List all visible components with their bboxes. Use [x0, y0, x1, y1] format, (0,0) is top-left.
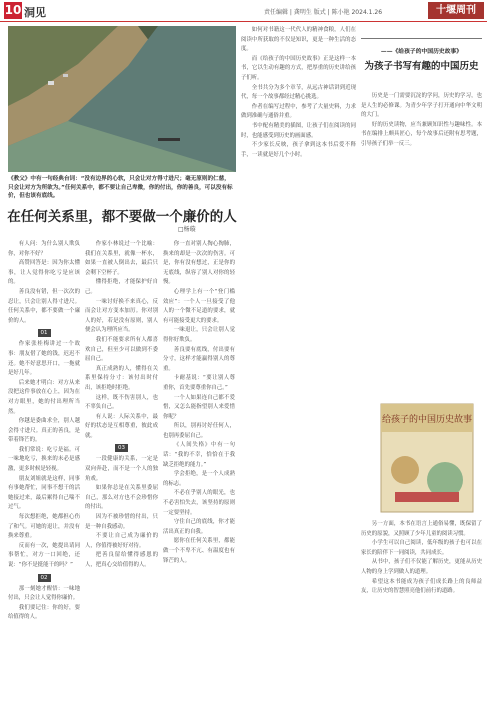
paragraph: 如何对书籍这一代代人的精神食粮，人们在阅读中所获取的不仅是知识，更是一种生活的态度。 [241, 27, 356, 53]
paragraph: 不少家长反映，孩子拿到这本书后爱不释手，一读就是好几个小时。 [241, 142, 356, 158]
review-pretitle: ——《给孩子的中国历史故事》 [380, 49, 463, 55]
paragraph: 有人说：人际关系中，最好的状态是互相尊重，彼此成就。 [85, 413, 158, 439]
article-title: 在任何关系里，都不要做一个廉价的人 [7, 209, 237, 225]
paragraph: 你一直对别人掏心掏肺，换来的却是一次次的伤害。可是，你有没有想过，正是你的无底线，纵容了别人对你的轻慢。 [163, 241, 235, 286]
paragraph: 朋友刘姐就是这样，同事有事她帮忙，同事不想干的活她接过来，最后累得自己喘不过气。 [8, 475, 80, 511]
paragraph: 全书共分为多个章节，从远古神话讲到近现代，每一个故事都经过精心挑选。 [241, 84, 356, 101]
paragraph: 把善良留给懂得感恩的人，把真心交给值得的人。 [85, 552, 158, 568]
column-5 [361, 92, 482, 392]
paragraph: 卡耐基说：“要让别人尊重你，首先要尊重你自己。” [163, 375, 235, 391]
article-byline: □杨璇 [178, 226, 196, 233]
paragraph: 善良没有错，但一次次的忍让，只会让别人得寸进尺。任何关系中，都不要做一个廉价的人。 [8, 288, 80, 324]
lead-caption: 《教父》中有一句经典台词：“没有边界的心软，只会让对方得寸进尺；毫无原则的仁慈，只会让对方为所欲为。”任何关系中，都不要让自己卑微，你的付出，你的善良，可以没有标价，但也该有底线。 [8, 176, 233, 200]
column-1 [8, 240, 80, 698]
paragraph: 一味讨好换不来真心，反而会让对方变本加厉。你对别人的好，若是没有原则，别人便会认为理所应当。 [85, 298, 158, 334]
review-header [361, 46, 482, 88]
paragraph: 好的历史读物，应当兼顾知识性与趣味性。本书在编排上颇具匠心，每个故事后还附有思考题，引导孩子们举一反三。 [361, 121, 482, 147]
paragraph: 愿你在任何关系里，都能做一个不卑不亢、有温度也有锋芒的人。 [163, 538, 235, 564]
paragraph: 这样，既不伤害别人，也不辜负自己。 [85, 394, 158, 411]
paragraph: 《人间失格》中有一句话：“我的不幸，恰恰在于我缺乏拒绝的能力。” [163, 442, 235, 468]
paragraph: 小学生可以自己阅读，低年级的孩子也可以在家长的陪伴下一同阅读，共同成长。 [361, 540, 482, 556]
paragraph: 作家小林说过一个比喻：我们在关系里，就像一杯水，如果一直被人倒出去，最后只会剩下空杯子。 [85, 241, 158, 276]
paragraph: 历史是一门需要沉淀的学问，历史的学习，也是人生的必修课。为青少年学子打开通向中华文明的大门。 [361, 93, 482, 119]
paragraph: 我们要记住：你的好，要给值得的人。 [8, 604, 80, 621]
lead-photo [8, 26, 236, 172]
paragraph: 因为不被珍惜的付出，只是一种自我感动。 [85, 514, 158, 530]
paragraph: 真正成熟的人，懂得在关系里保持分寸：该付出时付出，该拒绝时拒绝。 [85, 365, 158, 391]
paragraph: 所以，别再讨好任何人，也别再委屈自己。 [163, 423, 235, 439]
page-number: 10 [4, 3, 22, 17]
column-6 [361, 520, 482, 698]
paragraph: 你越是委曲求全，别人越会得寸进尺。真正的善良，是带着锋芒的。 [8, 418, 80, 444]
paragraph: 我们常说：吃亏是福。可一味地吃亏，换来的未必是感激，更多时候是轻视。 [8, 446, 80, 473]
paragraph: 而《给孩子的中国历史故事》正是这样一本书，它以生动有趣的方式，把厚重的历史讲给孩子们听。 [241, 55, 356, 81]
paragraph: 书中配有精美的插图，让孩子们在阅读的同时，也能感受到历史的画面感。 [241, 122, 356, 139]
paragraph: 懂得拒绝，才能保护好自己。 [85, 279, 158, 295]
photo-image [8, 26, 236, 172]
paragraph: 一段健康的关系，一定是双向奔赴，而不是一个人的独角戏。 [85, 456, 158, 482]
book-cover-image [375, 400, 480, 516]
column-2 [85, 240, 158, 698]
paragraph: 作者在编写过程中，参考了大量史料，力求做到准确与通俗并重。 [241, 103, 356, 120]
paragraph: 心理学上有一个“登门槛效应”：一个人一旦接受了他人的一个微不足道的要求，就有可能接受更大的要求。 [163, 288, 235, 324]
section-title: 洞见 [24, 6, 46, 19]
paragraph: 作家张桂梅讲过一个故事：朋友借了她的钱，迟迟不还。她不好意思开口，一拖就是好几年。 [8, 341, 80, 377]
section-marker: 02 [38, 574, 51, 582]
paragraph: 高赞回答是：因为你太懂事，让人觉得你吃亏是应该的。 [8, 260, 80, 286]
paragraph: 那一刻她才醒悟：一味地付出，只会让人觉得你廉价。 [8, 585, 80, 602]
review-title: 为孩子书写有趣的中国历史 [364, 61, 479, 72]
paragraph: 一个人如果连自己都不爱惜，又怎么能指望别人来爱惜你呢？ [163, 394, 235, 420]
section-marker: 01 [38, 329, 51, 337]
page-header [0, 0, 487, 22]
paragraph: 我们不能要求所有人都喜欢自己，但至少可以做到不委屈自己。 [85, 336, 158, 363]
paragraph: 不必在乎别人的眼光，也不必害怕失去，该坚持的原则一定要坚持。 [163, 490, 235, 516]
paragraph: 有人问：为什么别人欺负你，对你不好？ [8, 241, 80, 257]
paragraph: 从书中，孩子们不仅能了解历史，更能从历史人物的身上学到做人的道理。 [361, 559, 482, 575]
paragraph: 后来她才明白：对方从来没把这件事放在心上，因为在对方眼里，她的付出理所当然。 [8, 379, 80, 415]
column-3 [163, 240, 235, 698]
section-marker: 03 [115, 444, 128, 452]
paragraph: 一味退让，只会让别人觉得你好欺负。 [163, 327, 235, 343]
paragraph: 善良要有底线，付出要有分寸，这样才能赢得别人的尊重。 [163, 346, 235, 372]
paragraph: 希望这本书能成为孩子们成长路上的良师益友，让历史的智慧照亮他们前行的道路。 [361, 578, 482, 595]
header-meta: 责任编辑 | 龚明生 版式 | 陈小艳 2024.1.26 [264, 9, 383, 16]
book-cover [375, 400, 480, 516]
column-4 [241, 26, 356, 698]
paragraph: 不要让自己成为廉价的人，你值得被好好对待。 [85, 533, 158, 549]
review-divider [361, 38, 482, 39]
paragraph: 另一方面，本书在语言上通俗易懂，既保留了历史的原貌，又照顾了少年儿童的阅读习惯。 [361, 521, 482, 537]
paragraph: 守住自己的底线，你才能活出真正的自我。 [163, 519, 235, 535]
brand-logo: 十堰周刊 [428, 2, 484, 19]
paragraph: 学会拒绝，是一个人成熟的标志。 [163, 471, 235, 487]
paragraph: 如果你总是在关系里委屈自己，那么对方也不会珍惜你的付出。 [85, 485, 158, 511]
paragraph: 反而有一次，她提出请同事帮忙，对方一口回绝，还说：“你不是挺能干的吗？” [8, 542, 80, 568]
paragraph: 每次想拒绝，她都担心伤了和气。可她的退让，并没有换来尊重。 [8, 514, 80, 540]
book-title: 给孩子的中国历史故事 [381, 415, 473, 425]
